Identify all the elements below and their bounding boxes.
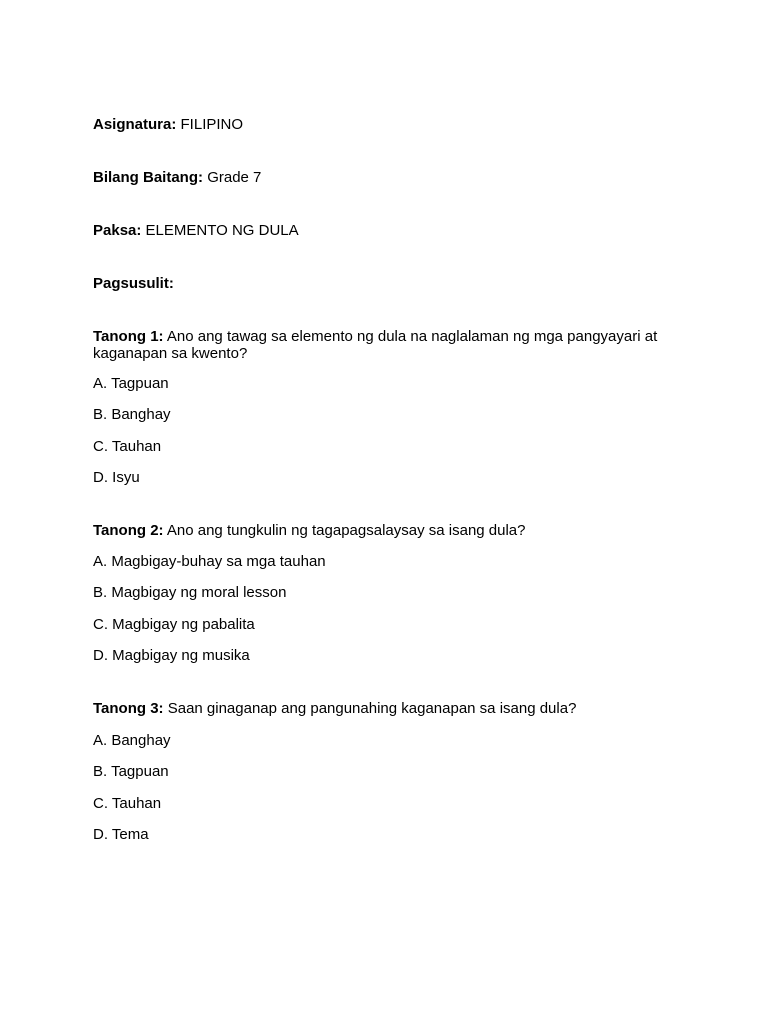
topic-value: ELEMENTO NG DULA — [145, 222, 299, 239]
subject-line — [93, 116, 243, 133]
choice-item: B. Magbigay ng moral lesson — [93, 584, 287, 601]
choice-item: D. Magbigay ng musika — [93, 647, 250, 664]
grade-value: Grade 7 — [207, 169, 262, 186]
choice-item: C. Tauhan — [93, 438, 162, 455]
question-3 — [93, 700, 673, 717]
choice-item: C. Magbigay ng pabalita — [93, 616, 255, 633]
question-text: Ano ang tungkulin ng tagapagsalaysay sa isang dula? — [166, 522, 526, 539]
question-label: Tanong 2: — [93, 522, 164, 539]
quiz-label: Pagsusulit: — [93, 275, 174, 292]
choice-item: A. Banghay — [93, 732, 171, 749]
grade-line — [93, 169, 261, 186]
choice-item: C. Tauhan — [93, 795, 162, 812]
question-label: Tanong 1: — [93, 328, 164, 345]
subject-value: FILIPINO — [180, 116, 244, 133]
choice-item: B. Tagpuan — [93, 763, 169, 780]
choice-item: B. Banghay — [93, 406, 171, 423]
choice-item: D. Isyu — [93, 469, 140, 486]
choice-item: A. Magbigay-buhay sa mga tauhan — [93, 553, 326, 570]
question-text: Ano ang tawag sa elemento ng dula na naglalaman ng mga pangyayari at kaganapan sa kwento? — [93, 328, 658, 362]
question-2 — [93, 522, 673, 539]
question-label: Tanong 3: — [93, 700, 164, 717]
topic-line — [93, 222, 299, 239]
subject-label: Asignatura: — [93, 116, 177, 133]
choice-item: A. Tagpuan — [93, 375, 169, 392]
question-1 — [93, 328, 673, 362]
grade-label: Bilang Baitang: — [93, 169, 204, 186]
question-text: Saan ginaganap ang pangunahing kaganapan sa isang dula? — [167, 700, 577, 717]
topic-label: Paksa: — [93, 222, 142, 239]
quiz-heading — [93, 275, 174, 292]
choice-item: D. Tema — [93, 826, 149, 843]
